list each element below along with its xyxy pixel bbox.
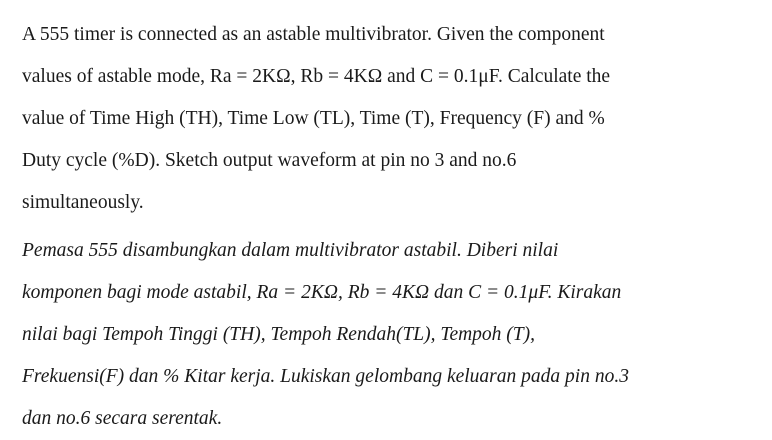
question-malay-line: Pemasa 555 disambungkan dalam multivibrator astabil. Diberi nilai [22, 240, 559, 261]
question-english-line: simultaneously. [22, 192, 144, 213]
question-english-line: A 555 timer is connected as an astable multivibrator. Given the component [22, 24, 605, 45]
question-malay-line: nilai bagi Tempoh Tinggi (TH), Tempoh Rendah(TL), Tempoh (T), [22, 324, 536, 345]
document-body [22, 14, 762, 440]
question-english-line: Duty cycle (%D). Sketch output waveform at pin no 3 and no.6 [22, 150, 517, 171]
question-malay-line: komponen bagi mode astabil, Ra = 2KΩ, Rb = 4KΩ dan C = 0.1μF. Kirakan [22, 282, 622, 303]
question-malay-line: Frekuensi(F) dan % Kitar kerja. Lukiskan gelombang keluaran pada pin no.3 [22, 366, 629, 387]
question-english-line: values of astable mode, Ra = 2KΩ, Rb = 4KΩ and C = 0.1μF. Calculate the [22, 66, 611, 87]
question-english-paragraph [22, 14, 762, 224]
question-malay-paragraph [22, 230, 762, 440]
question-english-line: value of Time High (TH), Time Low (TL), Time (T), Frequency (F) and % [22, 108, 605, 129]
question-malay-line: dan no.6 secara serentak. [22, 408, 223, 429]
